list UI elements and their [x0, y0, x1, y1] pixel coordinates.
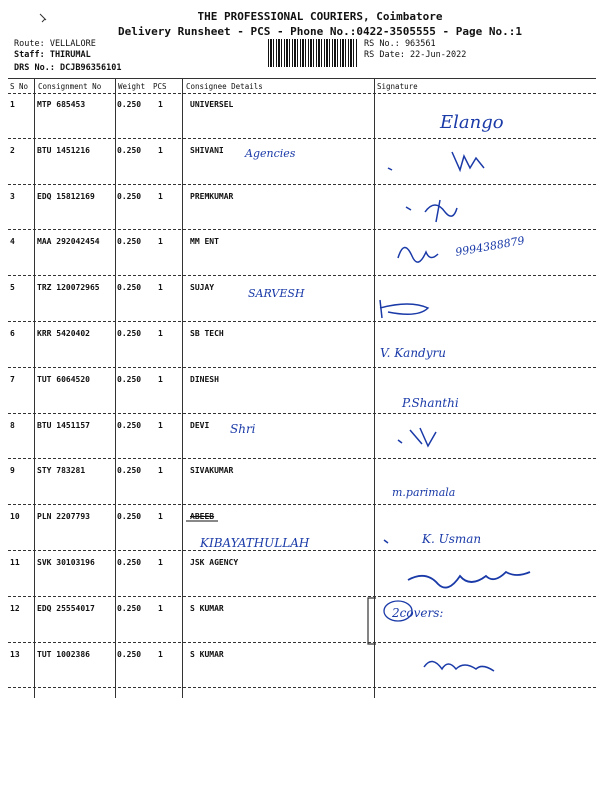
row-weight: 0.250 — [117, 145, 142, 155]
handwritten-signature: K. Usman — [422, 532, 482, 546]
rs-date: RS Date: 22-Jun-2022 — [364, 50, 467, 60]
row-pcs: 1 — [158, 374, 163, 384]
runsheet-title: Delivery Runsheet - PCS - Phone No.:0422-3505555 - Page No.:1 — [118, 25, 522, 38]
row-serial-no: 4 — [10, 237, 15, 247]
row-pcs: 1 — [158, 420, 163, 430]
col-header-consignment: Consignment No — [38, 82, 102, 91]
row-pcs: 1 — [158, 191, 163, 201]
row-consignee: UNIVERSEL — [190, 100, 234, 109]
row-serial-no: 5 — [10, 283, 15, 293]
company-title: THE PROFESSIONAL COURIERS, Coimbatore — [197, 10, 443, 23]
col-header-weight: Weight — [118, 82, 146, 91]
col-header-pcs: PCS — [153, 82, 167, 91]
row-consignment-no: TRZ 120072965 — [37, 283, 100, 293]
row-consignment-no: STY 783281 — [37, 466, 86, 476]
handwritten-signature: m.parimala — [392, 486, 456, 499]
handwritten-signature: 9994388879 — [454, 234, 526, 259]
row-consignee: SHIVANI — [190, 145, 224, 155]
row-consignment-no: PLN 2207793 — [37, 512, 90, 522]
row-consignee: MM ENT — [190, 237, 219, 247]
row-serial-no: 13 — [10, 649, 20, 659]
row-weight: 0.250 — [117, 237, 142, 247]
handwritten-signature: V. Kandyru — [380, 346, 446, 360]
row-consignee: SUJAY — [190, 283, 215, 293]
row-weight: 0.250 — [117, 329, 142, 338]
handwritten-note: Shri — [230, 422, 256, 436]
row-pcs: 1 — [158, 649, 163, 659]
row-weight: 0.250 — [117, 374, 142, 384]
row-pcs: 1 — [158, 512, 163, 522]
row-consignment-no: EDQ 25554017 — [37, 603, 95, 613]
row-weight: 0.250 — [117, 191, 142, 201]
route-label: Route: VELLALORE — [14, 39, 96, 49]
row-consignment-no: BTU 1451157 — [37, 420, 90, 430]
row-consignment-no: EDQ 15812169 — [37, 191, 95, 201]
row-pcs: 1 — [158, 145, 163, 155]
row-weight: 0.250 — [117, 512, 142, 522]
row-weight: 0.250 — [117, 420, 142, 430]
row-consignee: S KUMAR — [190, 649, 224, 659]
row-weight: 0.250 — [117, 466, 142, 476]
handwritten-note: Agencies — [245, 147, 296, 160]
handwritten-note: KIBAYATHULLAH — [200, 536, 310, 550]
row-pcs: 1 — [158, 100, 163, 109]
row-consignment-no: TUT 1002386 — [37, 649, 90, 659]
row-pcs: 1 — [158, 237, 163, 247]
row-serial-no: 7 — [10, 374, 15, 384]
handwritten-signature: P.Shanthi — [402, 396, 459, 410]
row-weight: 0.250 — [117, 100, 142, 109]
row-pcs: 1 — [158, 603, 163, 613]
row-weight: 0.250 — [117, 558, 142, 567]
row-consignee: DEVI — [190, 420, 210, 430]
row-pcs: 1 — [158, 558, 163, 567]
row-consignee: ABEEB — [190, 512, 215, 522]
handwritten-signature: Elango — [440, 112, 504, 133]
handwritten-note: SARVESH — [248, 287, 305, 300]
row-weight: 0.250 — [117, 603, 142, 613]
row-consignment-no: MTP 685453 — [37, 100, 86, 109]
row-serial-no: 11 — [10, 558, 20, 567]
row-consignment-no: MAA 292042454 — [37, 237, 100, 247]
row-serial-no: 3 — [10, 191, 15, 201]
row-consignee: SIVAKUMAR — [190, 466, 234, 476]
row-consignee: JSK AGENCY — [190, 558, 239, 567]
row-consignee: S KUMAR — [190, 603, 224, 613]
row-consignee: DINESH — [190, 374, 219, 384]
row-consignee: PREMKUMAR — [190, 191, 234, 201]
row-serial-no: 10 — [10, 512, 20, 522]
row-serial-no: 6 — [10, 329, 15, 338]
row-pcs: 1 — [158, 329, 163, 338]
row-serial-no: 2 — [10, 145, 15, 155]
row-pcs: 1 — [158, 283, 163, 293]
row-serial-no: 1 — [10, 100, 15, 109]
row-consignment-no: TUT 6064520 — [37, 374, 90, 384]
row-serial-no: 8 — [10, 420, 15, 430]
row-consignee: SB TECH — [190, 329, 224, 338]
col-header-consignee: Consignee Details — [186, 82, 263, 91]
row-weight: 0.250 — [117, 283, 142, 293]
drs-label: DRS No.: DCJB96356101 — [14, 63, 122, 73]
row-consignment-no: SVK 30103196 — [37, 558, 95, 567]
row-pcs: 1 — [158, 466, 163, 476]
rs-number: RS No.: 963561 — [364, 39, 436, 49]
handwritten-signature: 2covers: — [392, 606, 444, 620]
col-header-sno: S No — [10, 82, 29, 91]
row-weight: 0.250 — [117, 649, 142, 659]
row-serial-no: 9 — [10, 466, 15, 476]
col-header-signature: Signature — [377, 82, 418, 91]
staff-label: Staff: THIRUMAL — [14, 50, 91, 60]
row-serial-no: 12 — [10, 603, 20, 613]
row-consignment-no: BTU 1451216 — [37, 145, 90, 155]
row-consignment-no: KRR 5420402 — [37, 329, 90, 338]
